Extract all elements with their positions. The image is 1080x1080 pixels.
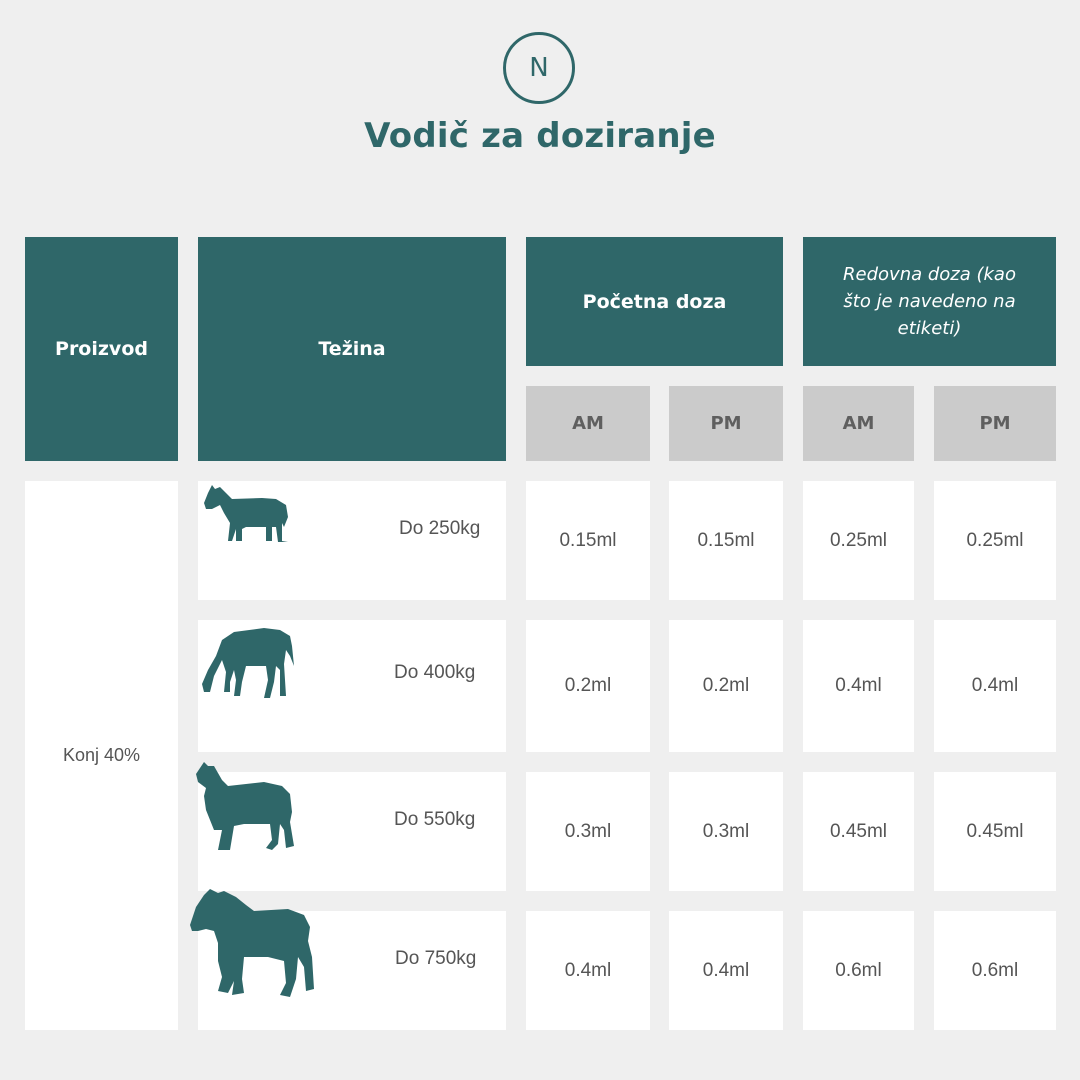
weight-label: Do 750kg — [395, 948, 477, 969]
regular-pm-cell: 0.25ml — [934, 481, 1056, 600]
regular-am-cell: 0.25ml — [803, 481, 914, 600]
start-am-cell: 0.2ml — [526, 620, 650, 752]
start-pm-cell: 0.3ml — [669, 772, 783, 891]
brand-logo-letter: N — [529, 53, 549, 83]
cob-horse-icon — [194, 760, 298, 852]
start-am-cell: 0.4ml — [526, 911, 650, 1030]
header-product: Proizvod — [25, 237, 178, 461]
header-weight: Težina — [198, 237, 506, 461]
subheader-regular-am: AM — [803, 386, 914, 461]
header-starting-dose: Početna doza — [526, 237, 783, 366]
brand-logo — [503, 32, 575, 104]
regular-am-cell: 0.6ml — [803, 911, 914, 1030]
header-regular-dose: Redovna doza (kao što je navedeno na etiketi) — [803, 237, 1056, 366]
product-cell: Konj 40% — [25, 481, 178, 1030]
weight-cell-4 — [198, 911, 506, 1030]
start-pm-cell: 0.4ml — [669, 911, 783, 1030]
draft-horse-icon — [188, 887, 314, 999]
page-title: Vodič za doziranje — [364, 116, 716, 156]
start-am-cell: 0.3ml — [526, 772, 650, 891]
regular-pm-cell: 0.45ml — [934, 772, 1056, 891]
subheader-regular-pm: PM — [934, 386, 1056, 461]
weight-label: Do 400kg — [394, 662, 476, 683]
regular-pm-cell: 0.6ml — [934, 911, 1056, 1030]
weight-cell-2 — [198, 620, 506, 752]
regular-am-cell: 0.4ml — [803, 620, 914, 752]
subheader-start-am: AM — [526, 386, 650, 461]
weight-label: Do 550kg — [394, 809, 476, 830]
regular-pm-cell: 0.4ml — [934, 620, 1056, 752]
grazing-horse-icon — [200, 626, 296, 700]
subheader-start-pm: PM — [669, 386, 783, 461]
start-am-cell: 0.15ml — [526, 481, 650, 600]
regular-am-cell: 0.45ml — [803, 772, 914, 891]
weight-cell-1 — [198, 481, 506, 600]
pony-icon — [202, 483, 288, 545]
weight-cell-3 — [198, 772, 506, 891]
start-pm-cell: 0.15ml — [669, 481, 783, 600]
weight-label: Do 250kg — [399, 518, 481, 539]
start-pm-cell: 0.2ml — [669, 620, 783, 752]
